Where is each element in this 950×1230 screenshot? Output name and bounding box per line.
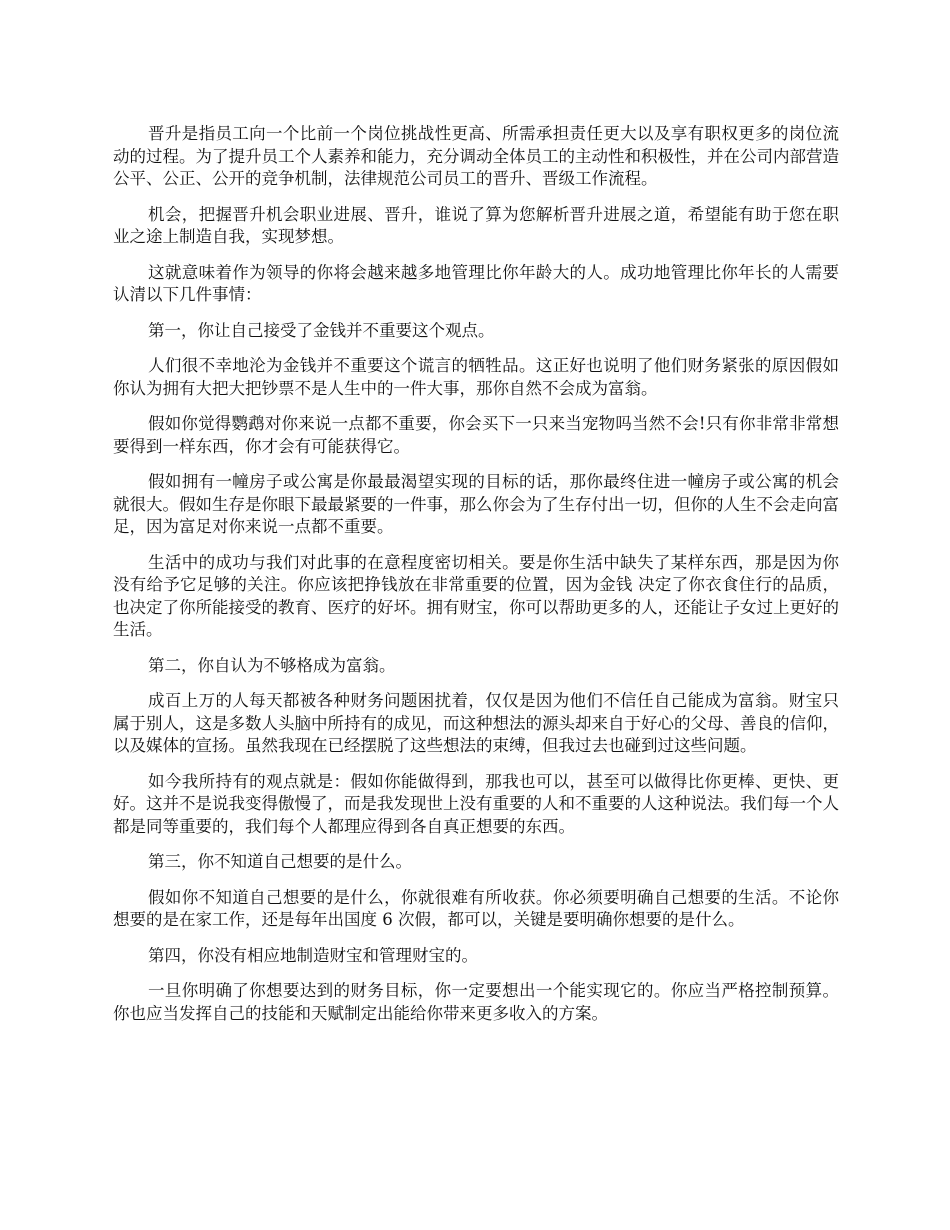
paragraph: 一旦你明确了你想要达到的财务目标，你一定要想出一个能实现它的。你应当严格控制预算。你也应当发挥自己的技能和天赋制定出能给你带来更多收入的方案。 [113, 981, 839, 1023]
paragraph: 生活中的成功与我们对此事的在意程度密切相关。要是你生活中缺失了某样东西，那是因为你没有给予它足够的关注。你应该把挣钱放在非常重要的位置，因为金钱 决定了你衣食住行的品质，也决定了你所能接受的教育、医疗的好坏。拥有财宝，你可以帮助更多的人，还能让子女过上更好的生活。 [113, 552, 839, 639]
paragraph: 如今我所持有的观点就是：假如你能做得到，那我也可以，甚至可以做得比你更棒、更快、更好。这并不是说我变得傲慢了，而是我发现世上没有重要的人和不重要的人这种说法。我们每一个人都是同等重要的，我们每个人都理应得到各自真正想要的东西。 [113, 771, 839, 836]
paragraph: 机会，把握晋升机会职业进展、晋升，谁说了算为您解析晋升进展之道，希望能有助于您在职业之途上制造自我，实现梦想。 [113, 204, 839, 246]
paragraph: 第二，你自认为不够格成为富翁。 [148, 655, 396, 675]
paragraph: 假如拥有一幢房子或公寓是你最最渴望实现的目标的话，那你最终住进一幢房子或公寓的机会就很大。假如生存是你眼下最最紧要的一件事，那么你会为了生存付出一切，但你的人生不会走向富足，因为富足对你来说一点都不重要。 [113, 472, 839, 536]
paragraph: 这就意味着作为领导的你将会越来越多地管理比你年龄大的人。成功地管理比你年长的人需要认清以下几件事情： [113, 262, 839, 304]
paragraph: 第三，你不知道自己想要的是什么。 [148, 852, 412, 871]
paragraph: 晋升是指员工向一个比前一个岗位挑战性更高、所需承担责任更大以及享有职权更多的岗位流动的过程。为了提升员工个人素养和能力，充分调动全体员工的主动性和积极性，并在公司内部营造公平、公正、公开的竞争机制，法律规范公司员工的晋升、晋级工作流程。 [113, 124, 839, 188]
paragraph: 第四，你没有相应地制造财宝和管理财宝的。 [148, 945, 478, 965]
paragraph: 假如你觉得鹦鹉对你来说一点都不重要，你会买下一只来当宠物吗当然不会!只有你非常非常想要得到一样东西，你才会有可能获得它。 [113, 414, 839, 456]
paragraph: 人们很不幸地沦为金钱并不重要这个谎言的牺牲品。这正好也说明了他们财务紧张的原因假如你认为拥有大把大把钞票不是人生中的一件大事，那你自然不会成为富翁。 [113, 356, 839, 398]
document-body [113, 123, 839, 1038]
paragraph: 第一，你让自己接受了金钱并不重要这个观点。 [148, 320, 495, 340]
paragraph: 假如你不知道自己想要的是什么，你就很难有所收获。你必须要明确自己想要的生活。不论你想要的是在家工作，还是每年出国度 6 次假，都可以，关键是要明确你想要的是什么。 [113, 887, 839, 929]
paragraph: 成百上万的人每天都被各种财务问题困扰着，仅仅是因为他们不信任自己能成为富翁。财宝只属于别人，这是多数人头脑中所持有的成见，而这种想法的源头却来自于好心的父母、善良的信仰，以及媒体的宣扬。虽然我现在已经摆脱了这些想法的束缚，但我过去也碰到过这些问题。 [113, 691, 839, 755]
